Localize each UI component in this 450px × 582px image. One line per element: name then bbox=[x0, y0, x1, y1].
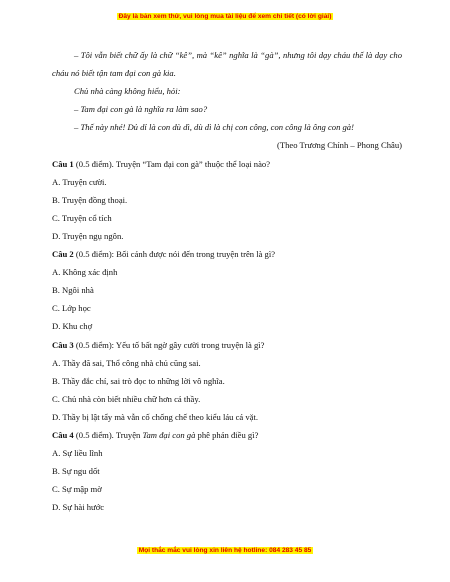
question-4 bbox=[52, 426, 402, 444]
option-2a: A. Không xác định bbox=[52, 267, 118, 278]
option-4b: B. Sự ngu dốt bbox=[52, 466, 100, 477]
question-title-italic: Tam đại con gà bbox=[142, 429, 196, 440]
option-4d: D. Sự hài hước bbox=[52, 502, 105, 513]
question-3 bbox=[52, 336, 402, 354]
passage-paragraph-1: – Tôi vẫn biết chữ ấy là chữ “kê”, mà “kê” nghĩa là “gà”, nhưng tôi dạy cháu thế là dạy cho cháu nó biết tận tam đại con gà kia. bbox=[52, 50, 402, 79]
question-text: (0.5 điểm): Yếu tố bất ngờ gây cười trong truyện là gì? bbox=[73, 339, 265, 350]
question-label: Câu 1 bbox=[52, 158, 74, 169]
option-4c: C. Sự mập mờ bbox=[52, 484, 102, 495]
question-text: (0.5 điểm): Bối cảnh được nói đến trong truyện trên là gì? bbox=[73, 249, 276, 260]
option-1b: B. Truyện đồng thoại. bbox=[52, 194, 128, 205]
option-3c: C. Chủ nhà còn biết nhiều chữ hơn cả thầy. bbox=[52, 393, 201, 404]
passage-paragraph-2: Chủ nhà càng không hiểu, hỏi: bbox=[74, 86, 181, 97]
option-3a: A. Thầy đã sai, Thổ công nhà chủ cũng sai. bbox=[52, 357, 201, 368]
option-3d: D. Thầy bị lật tẩy mà vẫn cố chống chế theo kiểu láu cá vặt. bbox=[52, 411, 259, 422]
question-text-after: phê phán điều gì? bbox=[195, 429, 259, 440]
option-1c: C. Truyện cổ tích bbox=[52, 212, 112, 223]
question-1 bbox=[52, 155, 402, 173]
passage-source: (Theo Trương Chính – Phong Châu) bbox=[277, 140, 402, 151]
passage-paragraph-4: – Thế này nhé! Dủ dỉ là con dù dì, dù dì là chị con công, con công là ông con gà! bbox=[74, 122, 354, 133]
preview-banner: Đây là bản xem thử, vui lòng mua tài liệu để xem chi tiết (có lời giải) bbox=[118, 13, 332, 20]
question-text: (0.5 điểm). Truyện “Tam đại con gà” thuộc thể loại nào? bbox=[73, 158, 271, 169]
passage-paragraph-3: – Tam đại con gà là nghĩa ra làm sao? bbox=[74, 104, 208, 115]
hotline-banner: Mọi thắc mắc vui lòng xin liên hệ hotline: 084 283 45 85 bbox=[138, 547, 312, 554]
option-3b: B. Thầy đắc chí, sai trò đọc to những lời vô nghĩa. bbox=[52, 375, 225, 386]
option-4a: A. Sự liều lĩnh bbox=[52, 448, 103, 459]
question-text: (0.5 điểm). Truyện bbox=[73, 429, 143, 440]
option-2c: C. Lớp học bbox=[52, 303, 91, 314]
option-2b: B. Ngôi nhà bbox=[52, 285, 94, 296]
question-label: Câu 2 bbox=[52, 249, 74, 260]
question-label: Câu 3 bbox=[52, 339, 74, 350]
document-body bbox=[52, 46, 402, 516]
option-1a: A. Truyện cười. bbox=[52, 176, 107, 187]
question-label: Câu 4 bbox=[52, 429, 74, 440]
question-2 bbox=[52, 245, 402, 263]
option-1d: D. Truyện ngụ ngôn. bbox=[52, 230, 124, 241]
option-2d: D. Khu chợ bbox=[52, 321, 93, 332]
